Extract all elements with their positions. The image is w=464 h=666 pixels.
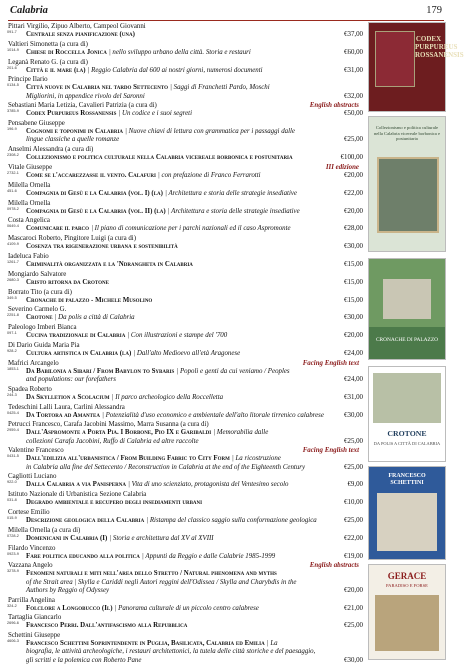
- entry-title-continuation: [8, 579, 363, 587]
- author-text: Borrato Tito (a cura di): [8, 288, 72, 296]
- book-subtitle: | Nuove chiavi di lettura con grammatica per i passaggi dalle: [125, 128, 295, 136]
- book-price: €20,00: [344, 586, 363, 594]
- isbn-code: 0923-9: [7, 551, 19, 556]
- isbn-code: 2680-3: [7, 277, 19, 282]
- entry-title-continuation: [8, 136, 363, 144]
- book-subtitle: | Dall'alto Medioevo all'età Aragonese: [133, 349, 241, 357]
- isbn-code: 2959-4: [7, 428, 19, 433]
- cover-photo: [375, 595, 439, 651]
- edition-note: English abstracts: [309, 562, 359, 570]
- book-price: €32,00: [344, 92, 363, 100]
- book-price: €20,00: [344, 207, 363, 215]
- book-subtitle: | Potenzialità d'uso economico e ambientale dell'alto litorale tirrenico calabrese: [101, 411, 324, 419]
- entry-title-line: [8, 261, 363, 269]
- isbn-code: 1261-7: [7, 259, 19, 264]
- author-text: Vitale Giuseppe: [8, 163, 53, 171]
- entry-author: [8, 289, 363, 297]
- book-price: €25,00: [344, 136, 363, 144]
- entry-title-line: [8, 243, 363, 251]
- book-title[interactable]: Codex Purpureus Rossanensis: [26, 110, 117, 118]
- book-title[interactable]: Cucina tradizionale di Calabria: [26, 332, 126, 340]
- catalog-entry[interactable]: [8, 200, 363, 216]
- book-price: €30,00: [344, 243, 363, 251]
- book-title[interactable]: Cronache di palazzo - Michele Musolino: [26, 296, 153, 304]
- catalog-entry[interactable]: [8, 164, 363, 180]
- catalog-entry[interactable]: [8, 597, 363, 613]
- entry-author: [8, 404, 363, 412]
- cover-title: CROTONE: [387, 429, 427, 438]
- entry-author: [8, 164, 363, 172]
- entry-author: [8, 562, 363, 570]
- entry-title-line: [8, 172, 363, 180]
- entry-author: [8, 182, 363, 190]
- author-text: Iadeluca Fabio: [8, 252, 49, 260]
- book-subtitle-continuation: collezioni Carafa Jacobini, Ruffo di Calabria ed altre raccolte: [26, 437, 199, 445]
- book-price: €30,00: [344, 411, 363, 419]
- book-subtitle-continuation: and populations: our forefathers: [26, 375, 116, 383]
- author-text: Spadea Roberto: [8, 385, 52, 393]
- catalog-entry[interactable]: [8, 545, 363, 561]
- book-price: €31,00: [344, 66, 363, 74]
- author-text: Tedeschini Lalli Laura, Carlini Alessandra: [8, 403, 125, 411]
- cover-cronache-palazzo[interactable]: [368, 258, 446, 360]
- entry-author: [8, 527, 363, 535]
- entry-title-line: [8, 154, 363, 162]
- entry-title-line: [8, 350, 363, 358]
- book-price: €15,00: [344, 296, 363, 304]
- entry-author: [8, 271, 363, 279]
- entry-author: [8, 41, 363, 49]
- author-text: Tartaglia Giancarlo: [8, 614, 62, 622]
- entry-title-line: [8, 553, 363, 561]
- entry-title-line: [8, 499, 363, 507]
- cover-collezionismo[interactable]: [368, 116, 446, 252]
- book-price: €10,00: [344, 499, 363, 507]
- entry-title-line: [8, 84, 363, 92]
- book-title[interactable]: Compagnia di Gesù e la Calabria (vol. I) (la): [26, 189, 163, 197]
- entry-author: [8, 23, 363, 31]
- book-title[interactable]: Come se l'accarezzasse il vento. Calafuri: [26, 171, 156, 179]
- author-text: Paleologo Imberi Bianca: [8, 324, 77, 332]
- catalog-entry[interactable]: [8, 473, 363, 489]
- book-price: €100,00: [340, 154, 363, 162]
- book-price: €9,00: [347, 481, 363, 489]
- isbn-code: 201-6: [7, 65, 17, 70]
- entry-title-line: [8, 67, 363, 75]
- entry-author: [8, 386, 363, 394]
- book-price: €25,00: [344, 516, 363, 524]
- catalog-entry[interactable]: [8, 23, 363, 39]
- book-title[interactable]: Da Babilonia a Sibari / From Babylon to Sybaris: [26, 367, 175, 375]
- entry-title-continuation: [8, 657, 363, 665]
- book-subtitle: | Con illustrazioni e stampe del '700: [127, 332, 228, 340]
- book-title[interactable]: Comunicare il parco: [26, 225, 90, 233]
- entry-author: [8, 360, 363, 368]
- book-subtitle-continuation: in Calabria alla fine del Settecento / Reconstruction in Calabria at the end of the Eighteenth Century: [26, 463, 306, 471]
- cover-title: CRONACHE DI PALAZZO: [375, 337, 439, 343]
- book-title[interactable]: Cristo ritorna da Crotone: [26, 278, 109, 286]
- book-title[interactable]: Da Skylletion a Scolacium: [26, 393, 110, 401]
- book-subtitle: | Popoli e genti da cui veniamo / Peoples: [176, 367, 290, 375]
- catalog-entry[interactable]: [8, 182, 363, 198]
- book-title[interactable]: Cognomi e toponimi in Calabria: [26, 128, 124, 136]
- isbn-code: 3785-9: [7, 109, 19, 114]
- isbn-code: 928-2: [7, 348, 17, 353]
- entry-author: [8, 59, 363, 67]
- isbn-code: 091-7: [7, 30, 17, 34]
- book-price: €22,00: [344, 189, 363, 197]
- entry-title-line: [8, 535, 363, 543]
- book-title[interactable]: Collezionismo e politica culturale nella Calabria vicereale borbonica e postunitaria: [26, 154, 293, 162]
- entry-author: [8, 146, 363, 154]
- book-subtitle-continuation: lingue classiche a quelle romanze: [26, 136, 120, 144]
- isbn-code: 2251-8: [7, 313, 19, 318]
- entry-title-continuation: [8, 587, 363, 595]
- book-subtitle: | Saggi di Franchetti Pardo, Moschi: [170, 84, 270, 92]
- isbn-code: 244-3: [7, 392, 17, 397]
- book-subtitle-continuation: gli scritti e la polemica con Roberto Pane: [26, 656, 142, 664]
- entry-author: [8, 120, 363, 128]
- book-price: €20,00: [344, 171, 363, 179]
- entry-title-line: [8, 49, 363, 57]
- cover-title: Collezionismo e politica culturale nella Calabria vicereale borbonica e postunitaria: [373, 125, 441, 142]
- catalog-entry[interactable]: [8, 41, 363, 57]
- book-subtitle: | Reggio Calabria dal 600 ai nostri giorni, numerosi documenti: [87, 66, 263, 74]
- isbn-code: 324-2: [7, 603, 17, 608]
- book-price: €30,00: [344, 314, 363, 322]
- catalog-entry[interactable]: [8, 562, 363, 595]
- isbn-code: 097-1: [7, 331, 17, 336]
- catalog-entry[interactable]: [8, 253, 363, 269]
- isbn-code: 0431-5: [7, 454, 19, 459]
- edition-note: English abstracts: [309, 102, 359, 110]
- book-price: €15,00: [344, 278, 363, 286]
- edition-note: III edizione: [325, 163, 359, 171]
- author-text: Leganà Renato G. (a cura di): [8, 58, 88, 66]
- cover-illustration: [375, 31, 415, 87]
- author-text: Pensabene Giuseppe: [8, 120, 65, 128]
- book-price: €25,00: [344, 437, 363, 445]
- author-text: Valtieri Simonetta (a cura di): [8, 40, 88, 48]
- isbn-code: 0978-2: [7, 206, 19, 211]
- book-subtitle: | Storia e architettura dal XV al XVIII: [109, 534, 214, 542]
- book-subtitle: | La ricostruzione: [231, 455, 281, 463]
- entry-title-line: [8, 31, 363, 39]
- entry-author: [8, 342, 363, 350]
- book-price: €25,00: [344, 463, 363, 471]
- cover-portrait: [377, 493, 437, 551]
- entry-title-line: [8, 394, 363, 402]
- book-subtitle: | Vita di uno scienziato, protagonista del Ventesimo secolo: [127, 481, 289, 489]
- book-price: €28,00: [344, 225, 363, 233]
- entry-title-line: [8, 110, 363, 118]
- entry-title-line: [8, 622, 363, 630]
- book-price: €20,00: [344, 332, 363, 340]
- entry-author: [8, 324, 363, 332]
- entry-title-continuation: [8, 93, 363, 101]
- isbn-code: 4109-9: [7, 242, 19, 247]
- catalog-entry[interactable]: [8, 102, 363, 118]
- isbn-code: 2696-6: [7, 621, 19, 626]
- edition-note: Facing English text: [302, 359, 359, 367]
- isbn-code: 196-9: [7, 127, 17, 132]
- entry-title-line: [8, 128, 363, 136]
- catalog-entry[interactable]: [8, 360, 363, 384]
- author-text: Vazzana Angelo: [8, 562, 53, 570]
- book-title[interactable]: Centrale senza pianificazione (una): [26, 31, 135, 38]
- catalog-entry[interactable]: [8, 235, 363, 251]
- book-subtitle: | Panorama culturale di un piccolo centro calabrese: [114, 604, 259, 612]
- cover-title: FRANCESCO SCHETTINI: [388, 473, 426, 486]
- book-price: €24,00: [344, 349, 363, 357]
- author-text: Mafrici Arcangelo: [8, 359, 59, 367]
- book-subtitle-continuation: Authors by Reggio of Odyssey: [26, 586, 110, 594]
- book-title[interactable]: Degrado ambientale e recupero degli insediamenti urbani: [26, 499, 203, 507]
- book-title[interactable]: Criminalità organizzata e la 'Ndrangheta in Calabria: [26, 260, 193, 268]
- author-text: Sebastiani Maria Letizia, Cavalieri Patrizia (a cura di): [8, 102, 157, 110]
- entry-title-continuation: [8, 376, 363, 384]
- book-subtitle-continuation: biografia, le attività archeologiche, i restauri architettonici, la tutela delle città storiche e del paesaggio,: [26, 648, 316, 656]
- entry-title-line: [8, 481, 363, 489]
- isbn-code: 015-9: [7, 515, 17, 520]
- cover-crotone[interactable]: [368, 366, 446, 462]
- author-text: Valentine Francesco: [8, 447, 64, 455]
- book-title[interactable]: Città nuove in Calabria nel tardo Settecento: [26, 84, 169, 92]
- author-text: Pittari Virgilio, Zipuo Alberto, Campeol Giovanni: [8, 23, 146, 30]
- catalog-entry[interactable]: [8, 614, 363, 630]
- author-text: Cagliotti Luciano: [8, 473, 57, 481]
- catalog-entry[interactable]: [8, 324, 363, 340]
- entry-title-line: [8, 314, 363, 322]
- cover-building: [383, 279, 431, 319]
- author-text: Anselmi Alessandra (a cura di): [8, 146, 94, 154]
- book-price: €15,00: [344, 260, 363, 268]
- book-subtitle: | con prefazione di Franco Ferrarotti: [157, 171, 261, 179]
- entry-title-line: [8, 605, 363, 613]
- section-title: Calabria: [10, 5, 48, 16]
- book-subtitle: | Ristampa del classico saggio sulla conformazione geologica: [146, 516, 317, 524]
- author-text: Filardo Vincenzo: [8, 544, 56, 552]
- book-title[interactable]: Dall'Aspromonte a Porta Pia. I Borbone, Pio IX e Garibaldi: [26, 429, 212, 437]
- book-subtitle: | Architettura e storia delle strategie insediative: [167, 207, 300, 215]
- catalog-entry[interactable]: [8, 76, 363, 100]
- entry-author: [8, 491, 363, 499]
- book-price: €31,00: [344, 393, 363, 401]
- isbn-code: 1014-9: [7, 47, 19, 52]
- author-text: Mascaroci Roberto, Pingitore Luigi (a cura di): [8, 235, 137, 243]
- book-title[interactable]: Francesco Perri. Dall'antifascismo alla Repubblica: [26, 622, 188, 630]
- cover-codex-purpureus[interactable]: [368, 22, 464, 112]
- author-text: Schettini Giuseppe: [8, 632, 61, 640]
- entry-author: [8, 545, 363, 553]
- entry-author: [8, 473, 363, 481]
- book-subtitle: | Il parco archeologico della Roccelletta: [111, 393, 224, 401]
- entry-title-line: [8, 455, 363, 463]
- book-price: €50,00: [344, 110, 363, 118]
- catalog-entry[interactable]: [8, 491, 363, 507]
- author-text: Mongiardo Salvatore: [8, 270, 67, 278]
- entry-author: [8, 632, 363, 640]
- isbn-code: 3278-9: [7, 569, 19, 574]
- author-text: Di Dario Guida Maria Pia: [8, 341, 80, 349]
- entry-title-line: [8, 429, 363, 437]
- entry-author: [8, 597, 363, 605]
- book-subtitle: | La: [266, 640, 278, 648]
- author-text: Istituto Nazionale di Urbanistica Sezione Calabria: [8, 491, 147, 499]
- book-price: €37,00: [344, 31, 363, 38]
- book-title[interactable]: Cultura artistica in Calabria (la): [26, 349, 132, 357]
- book-title[interactable]: Da Tortora ad Amantea: [26, 411, 100, 419]
- book-title[interactable]: Francesco Schettini Soprintendente in Puglia, Basilicata, Calabria ed Emilia: [26, 640, 265, 648]
- book-title[interactable]: Descrizione geologica della Calabria: [26, 516, 145, 524]
- author-text: Costa Angelica: [8, 217, 50, 225]
- book-price: €22,00: [344, 534, 363, 542]
- book-price: €60,00: [344, 48, 363, 56]
- isbn-code: 451-6: [7, 188, 17, 193]
- catalog-entry[interactable]: [8, 306, 363, 322]
- book-title[interactable]: Folclore a Longobucco (Il): [26, 604, 113, 612]
- entry-author: [8, 447, 363, 455]
- cover-title: CODEX PURPUREUS ROSSANENSIS: [415, 35, 464, 59]
- book-title[interactable]: Fare politica educando alla politica: [26, 552, 140, 560]
- catalog-entry[interactable]: [8, 146, 363, 162]
- catalog-entry[interactable]: [8, 271, 363, 287]
- entry-author: [8, 76, 363, 84]
- book-title[interactable]: Fenomeni naturali e miti nell'area dello Stretto / Natural phenomena and myths: [26, 570, 277, 578]
- author-text: Severino Carmelo G.: [8, 306, 67, 314]
- catalog-entry[interactable]: [8, 217, 363, 233]
- isbn-code: 2308-2: [7, 153, 19, 158]
- book-subtitle: | Architettura e storia delle strategie insediative: [164, 189, 297, 197]
- edition-note: Facing English text: [302, 447, 359, 455]
- catalog-entry[interactable]: [8, 421, 363, 445]
- entry-author: [8, 421, 363, 429]
- entry-title-line: [8, 190, 363, 198]
- catalog-entry[interactable]: [8, 59, 363, 75]
- book-subtitle: | Il piano di comunicazione per i parchi nazionali ed il caso Aspromonte: [91, 225, 291, 233]
- book-subtitle: | Appunti da Reggio e dalle Calabrie 1985-1999: [141, 552, 276, 560]
- book-title[interactable]: Cosenza tra rigenerazione urbana e sostenibilità: [26, 243, 178, 251]
- book-subtitle-continuation: of the Strait area | Skylla e Cariddi negli Autori reggini dell'Odissea / Skylla and Charybdis in the: [26, 578, 297, 586]
- entry-author: [8, 200, 363, 208]
- entry-author: [8, 217, 363, 225]
- book-price: €25,00: [344, 622, 363, 630]
- isbn-code: 0425-4: [7, 410, 19, 415]
- isbn-code: 0134-5: [7, 83, 19, 88]
- entry-title-line: [8, 640, 363, 648]
- author-text: Milella Ornella (a cura di): [8, 526, 81, 534]
- book-price: €21,00: [344, 604, 363, 612]
- book-title[interactable]: Chiese di Roccella Jonica: [26, 48, 107, 56]
- isbn-code: 1853-1: [7, 366, 19, 371]
- book-title[interactable]: Domenicani in Calabria (I): [26, 534, 108, 542]
- cover-gerace[interactable]: [368, 564, 446, 660]
- catalog-entry[interactable]: [8, 632, 363, 665]
- catalog-entry[interactable]: [8, 527, 363, 543]
- catalog-list: [8, 23, 363, 666]
- catalog-entry[interactable]: [8, 447, 363, 471]
- author-text: Parrilla Angelina: [8, 596, 55, 604]
- entry-title-continuation: [8, 648, 363, 656]
- cover-francesco-schettini[interactable]: [368, 466, 446, 560]
- catalog-entry[interactable]: [8, 509, 363, 525]
- page-number: 179: [426, 5, 442, 16]
- entry-title-line: [8, 412, 363, 420]
- book-title[interactable]: Crotone: [26, 314, 53, 322]
- cover-subtitle: DA POLIS A CITTÀ DI CALABRIA: [373, 441, 441, 446]
- isbn-code: 922-0: [7, 480, 17, 485]
- book-subtitle-continuation: Migliorini, in appendice rivolo del Saronni: [26, 92, 145, 100]
- book-price: €30,00: [344, 656, 363, 664]
- book-subtitle: | Memorabilia dalle: [213, 429, 269, 437]
- book-title[interactable]: Dall'edilizia all'urbanistica / From Building Fabric to City Form: [26, 455, 230, 463]
- entry-author: [8, 102, 363, 110]
- book-title[interactable]: Dalla Calabria a via Panisperna: [26, 481, 126, 489]
- book-title[interactable]: Compagnia di Gesù e la Calabria (vol. II) (la): [26, 207, 166, 215]
- isbn-code: 0649-4: [7, 224, 19, 229]
- entry-author: [8, 253, 363, 261]
- entry-title-line: [8, 517, 363, 525]
- catalog-entry[interactable]: [8, 386, 363, 402]
- entry-title-line: [8, 570, 363, 578]
- entry-title-line: [8, 297, 363, 305]
- cover-title: GERACE: [387, 571, 427, 581]
- isbn-code: 349-5: [7, 295, 17, 300]
- cover-map-image: [373, 373, 441, 423]
- book-price: €19,00: [344, 552, 363, 560]
- entry-title-line: [8, 279, 363, 287]
- entry-author: [8, 235, 363, 243]
- catalog-entry[interactable]: [8, 404, 363, 420]
- entry-author: [8, 509, 363, 517]
- author-text: Milella Ornella: [8, 181, 51, 189]
- entry-title-line: [8, 368, 363, 376]
- isbn-code: 0728-2: [7, 533, 19, 538]
- entry-author: [8, 614, 363, 622]
- book-subtitle: | nello sviluppo urbano della città. Storia e restauri: [108, 48, 251, 56]
- author-text: Principe Ilario: [8, 76, 48, 84]
- entry-title-continuation: [8, 438, 363, 446]
- catalog-entry[interactable]: [8, 120, 363, 144]
- entry-title-line: [8, 332, 363, 340]
- author-text: Petrucci Francesco, Carafa Jacobini Massimo, Marra Susanna (a cura di): [8, 421, 209, 429]
- isbn-code: 4606-3: [7, 639, 19, 644]
- entry-title-line: [8, 225, 363, 233]
- running-header: [8, 4, 444, 21]
- entry-title-line: [8, 208, 363, 216]
- book-subtitle: | Da polis a città di Calabria: [54, 314, 135, 322]
- book-price: €24,00: [344, 375, 363, 383]
- entry-author: [8, 306, 363, 314]
- isbn-code: 2732-1: [7, 170, 19, 175]
- entry-title-continuation: [8, 464, 363, 472]
- catalog-entry[interactable]: [8, 342, 363, 358]
- author-text: Milella Ornella: [8, 199, 51, 207]
- book-subtitle: | Un codice e i suoi segreti: [118, 110, 192, 118]
- cover-subtitle: PARADISO E FORSE: [386, 583, 428, 588]
- author-text: Cortese Emilio: [8, 508, 50, 516]
- book-title[interactable]: Città e il mare (la): [26, 66, 86, 74]
- isbn-code: 031-8: [7, 498, 17, 503]
- catalog-entry[interactable]: [8, 289, 363, 305]
- cover-painting: [377, 157, 439, 233]
